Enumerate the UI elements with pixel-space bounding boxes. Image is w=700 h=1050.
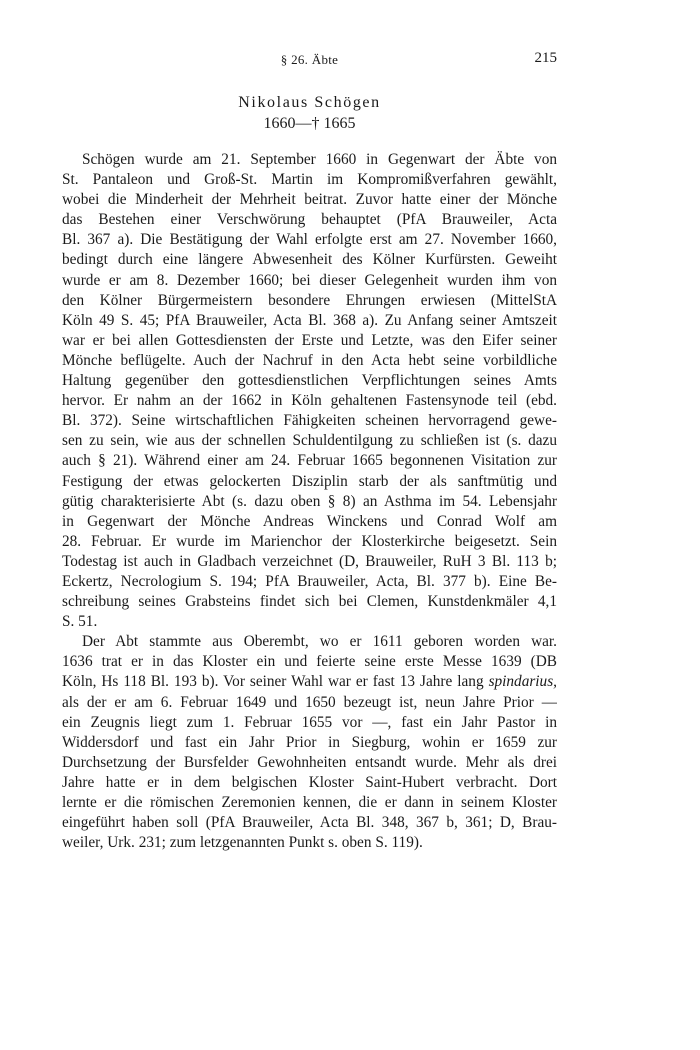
text-line: eingeführt haben soll (PfA Brauweiler, Acta Bl. 348, 367 b, 361; D, Brau- [62,814,557,832]
text-line: Bl. 367 a). Die Bestätigung der Wahl erfolgte erst am 27. November 1660, [62,231,557,249]
text-line: wobei die Minderheit der Mehrheit beitrat. Zuvor hatte einer der Mönche [62,191,557,209]
text-line: Widdersdorf und fast ein Jahr Prior in Siegburg, wohin er 1659 zur [62,733,557,751]
text-line: schreibung seines Grabsteins findet sich bei Clemen, Kunstdenkmäler 4,1 [62,593,557,611]
text-line: ein Zeugnis liegt zum 1. Februar 1655 vor —, fast ein Jahr Pastor in [62,713,557,731]
text-line: Köln 49 S. 45; PfA Brauweiler, Acta Bl. 368 a). Zu Anfang seiner Amtszeit [62,311,557,329]
text-line-with-italic [62,672,557,692]
italic-term: spindarius, [488,673,557,691]
text-line: Jahre hatte er in dem belgischen Kloster Saint-Hubert verbracht. Dort [62,773,557,791]
text-line: Haltung gegenüber den gottesdienstlichen Verpflichtungen seines Amts [62,372,557,390]
text-line: S. 51. [62,613,98,631]
text-line: wurde er am 8. Dezember 1660; bei dieser Gelegenheit wurden ihm von [62,271,557,289]
text-line: hervor. Er nahm an der 1662 in Köln gehaltenen Fastensynode teil (ebd. [62,392,557,410]
text-line: Festigung der etwas gelockerten Disziplin starb der als sanftmütig und [62,472,557,490]
text-line: bedingt durch eine längere Abwesenheit des Kölner Kurfürsten. Geweiht [62,251,557,269]
body-text [62,150,557,853]
text-line: 28. Februar. Er wurde im Marienchor der Klosterkirche beigesetzt. Sein [62,532,557,550]
text-line: gütig charakterisierte Abt (s. dazu oben § 8) an Asthma im 54. Lebensjahr [62,492,557,510]
text-line: weiler, Urk. 231; zum letzgenannten Punkt s. oben S. 119). [62,834,423,852]
text-line: Todestag ist auch in Gladbach verzeichnet (D, Brauweiler, RuH 3 Bl. 113 b; [62,552,557,570]
text-line: in Gegenwart der Mönche Andreas Winckens und Conrad Wolf am [62,512,557,530]
text-line: das Bestehen einer Verschwörung behauptet (PfA Brauweiler, Acta [62,211,557,229]
abbot-name: Nikolaus Schögen [238,94,381,111]
text-line: auch § 21). Während einer am 24. Februar 1665 begonnenen Visitation zur [62,452,557,470]
running-head [62,50,557,70]
text-line: Schögen wurde am 21. September 1660 in Gegenwart der Äbte von [82,151,557,168]
text-line: lernte er die römischen Zeremonien kennen, die er dann in seinem Kloster [62,794,557,811]
text-line: Der Abt stammte aus Oberembt, wo er 1611 geboren worden war. [82,633,557,651]
running-section-title: § 26. Äbte [280,52,339,67]
text-line: sen zu sein, wie aus der schnellen Schuldentilgung zu schließen ist (s. dazu [62,432,557,450]
text-line: Durchsetzung der Bursfelder Gewohnheiten entsandt wurde. Mehr als drei [62,753,557,771]
text-line: Eckertz, Necrologium S. 194; PfA Brauweiler, Acta, Bl. 377 b). Eine Be- [62,572,557,590]
text-line: Mönche beflügelte. Auch der Nachruf in den Acta hebt seine vorbildliche [62,351,557,369]
text-line: den Kölner Bürgermeistern besondere Ehrungen erwiesen (MittelStA [62,291,557,309]
paragraph-1 [62,150,557,632]
text-line: St. Pantaleon und Groß-St. Martin im Kompromißverfahren gewählt, [62,171,557,189]
text-line: als der er am 6. Februar 1649 und 1650 bezeugt ist, neun Jahre Prior — [62,693,557,711]
abbot-tenure-dates: 1660—† 1665 [263,115,356,132]
entry-heading [62,92,557,134]
page-number: 215 [534,50,557,66]
paragraph-2 [62,632,557,853]
text-line: 1636 trat er in das Kloster ein und feierte seine erste Messe 1639 (DB [62,653,557,671]
text-line: Bl. 372). Seine wirtschaftlichen Fähigkeiten scheinen hervorragend gewe- [62,412,557,430]
text-segment: Köln, Hs 118 Bl. 193 b). Vor seiner Wahl war er fast 13 Jahre lang [62,673,489,691]
text-line: war er bei allen Gottesdiensten der Erste und Letzte, was den Eifer seiner [62,331,557,349]
